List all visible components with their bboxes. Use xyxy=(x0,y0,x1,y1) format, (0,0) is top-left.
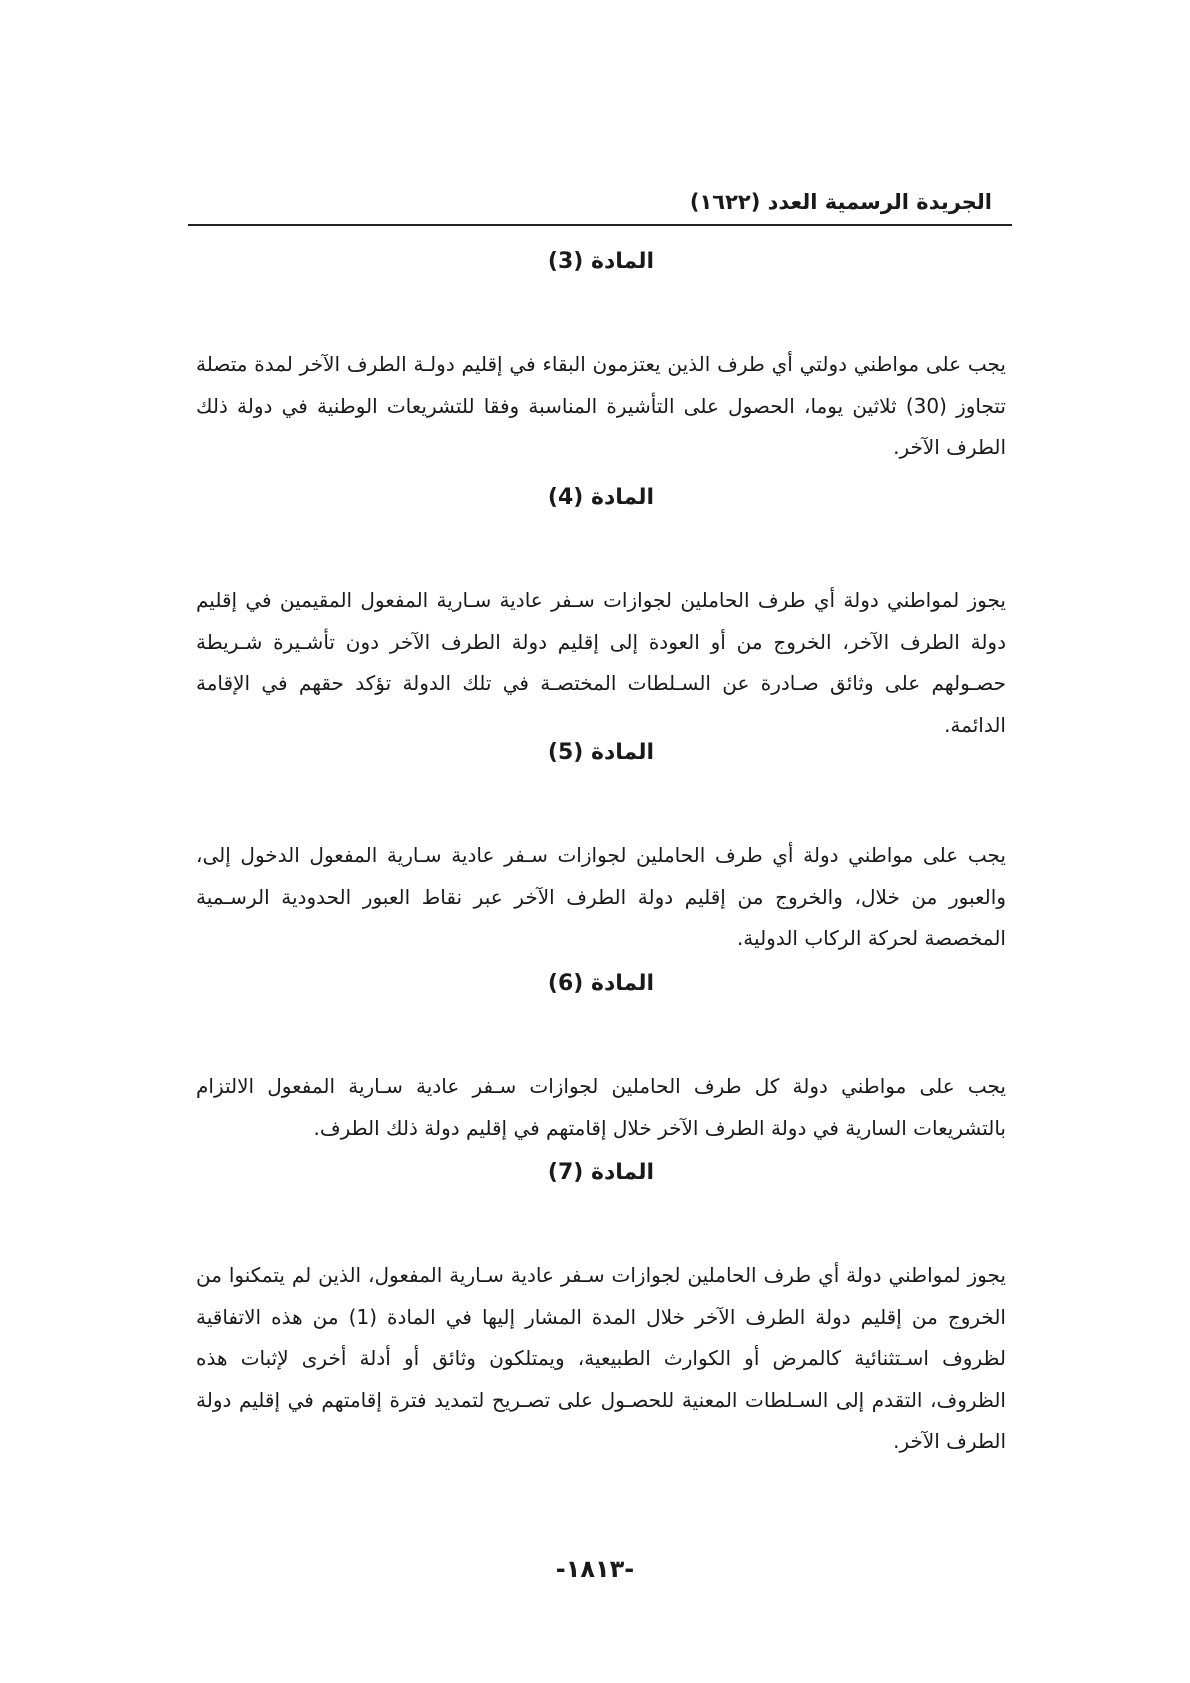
article-body: يجب على مواطني دولة كل طرف الحاملين لجوازات سـفر عادية سـارية المفعول الالتزام بالتشريعات السارية في دولة الطرف الآخر خلال إقامتهم في إقليم دولة ذلك الطرف. xyxy=(196,1074,1006,1140)
article-7 xyxy=(196,1155,1006,1463)
article-4 xyxy=(196,480,1006,746)
article-body: يجوز لمواطني دولة أي طرف الحاملين لجوازات سـفر عادية سـارية المفعول، الذين لم يتمكنوا من الخروج من إقليم دولة الطرف الآخر خلال المدة المشار إليها في المادة (1) من هذه الاتفاقية لظروف اسـتثنائية كالمرض أو الكوارث الطبيعية، ويمتلكون وثائق أو أدلة أخرى لإثبات هذه الظروف، التقدم إلى السـلطات المعنية للحصـول على تصـريح لتمديد فترة إقامتهم في إقليم دولة الطرف الآخر. xyxy=(196,1263,1006,1453)
gazette-header xyxy=(188,186,1012,226)
article-title: المادة (4) xyxy=(547,485,655,510)
article-title: المادة (5) xyxy=(547,740,655,765)
article-title: المادة (7) xyxy=(547,1160,655,1185)
article-5 xyxy=(196,735,1006,960)
article-body: يجب على مواطني دولة أي طرف الحاملين لجوازات سـفر عادية سـارية المفعول الدخول إلى، والعبور من خلال، والخروج من إقليم دولة الطرف الآخر عبر نقاط العبور الحدودية الرسـمية المخصصة لحركة الركاب الدولية. xyxy=(196,843,1006,950)
article-6 xyxy=(196,966,1006,1149)
article-title: المادة (6) xyxy=(547,971,655,996)
article-body: يجوز لمواطني دولة أي طرف الحاملين لجوازات سـفر عادية سـارية المفعول المقيمين في إقليم دولة الطرف الآخر، الخروج من أو العودة إلى إقليم دولة الطرف الآخر دون تأشـيرة شـريطة حصـولهم على وثائق صـادرة عن السـلطات المختصـة في تلك الدولة تؤكد حقهم في الإقامة الدائمة. xyxy=(196,588,1006,737)
article-body: يجب على مواطني دولتي أي طرف الذين يعتزمون البقاء في إقليم دولـة الطرف الآخر لمدة متصلة تتجاوز (30) ثلاثين يوما، الحصول على التأشيرة المناسبة وفقا للتشريعات الوطنية في دولة ذلك الطرف الآخر. xyxy=(196,352,1006,459)
header-divider xyxy=(188,224,1012,226)
page-number: -١٨١٣- xyxy=(555,1555,635,1583)
gazette-title: الجريدة الرسمية العدد (١٦٢٢) xyxy=(689,190,992,214)
article-title: المادة (3) xyxy=(547,249,655,274)
article-3 xyxy=(196,244,1006,469)
